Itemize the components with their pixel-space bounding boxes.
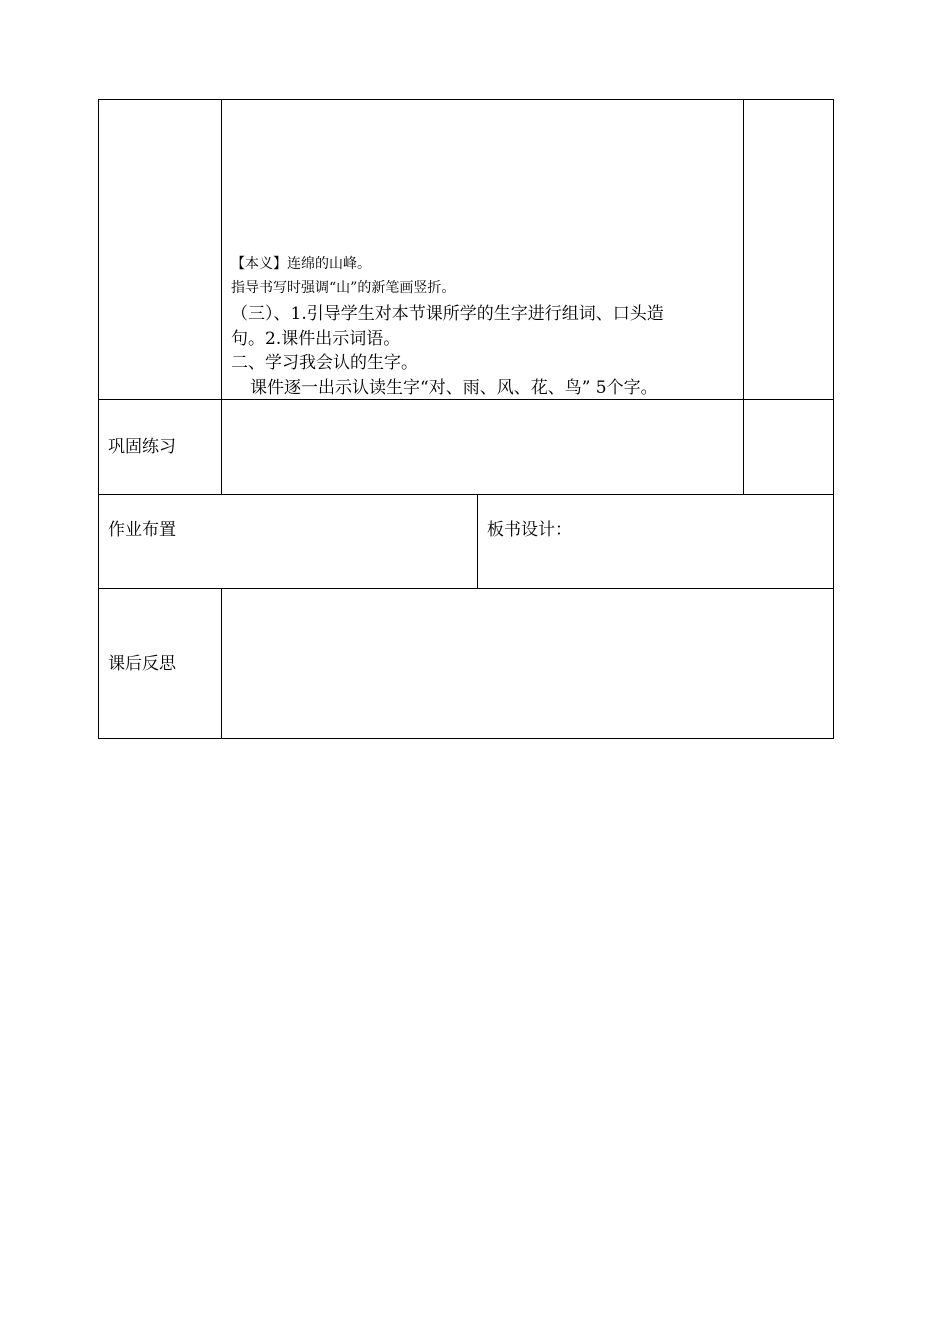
lesson-line-5: 二、学习我会认的生字。 (231, 353, 418, 373)
board-design-label: 板书设计： (487, 520, 572, 540)
table-border-right (833, 99, 834, 739)
homework-label: 作业布置 (108, 520, 176, 540)
lesson-line-4: 句。2.课件出示词语。 (231, 329, 401, 349)
column-divider-notes (743, 99, 744, 495)
table-border-bottom (98, 738, 834, 739)
lesson-line-6: 课件逐一出示认读生字“对、雨、风、花、鸟” 5个字。 (250, 378, 658, 398)
lesson-line-1: 【本义】连绵的山峰。 (231, 256, 371, 272)
column-divider-label-reflection (221, 588, 222, 739)
table-border-left (98, 99, 99, 739)
table-border-row2 (98, 494, 834, 495)
lesson-line-3: （三）、1.引导学生对本节课所学的生字进行组词、口头造 (231, 304, 664, 324)
table-border-row1 (98, 399, 834, 400)
table-border-top (98, 99, 834, 100)
practice-label: 巩固练习 (108, 437, 176, 457)
column-divider-label (221, 99, 222, 495)
reflection-label: 课后反思 (108, 654, 176, 674)
column-divider-board (477, 494, 478, 589)
table-border-row3 (98, 588, 834, 589)
lesson-line-2: 指导书写时强调“山”的新笔画竖折。 (231, 280, 456, 296)
